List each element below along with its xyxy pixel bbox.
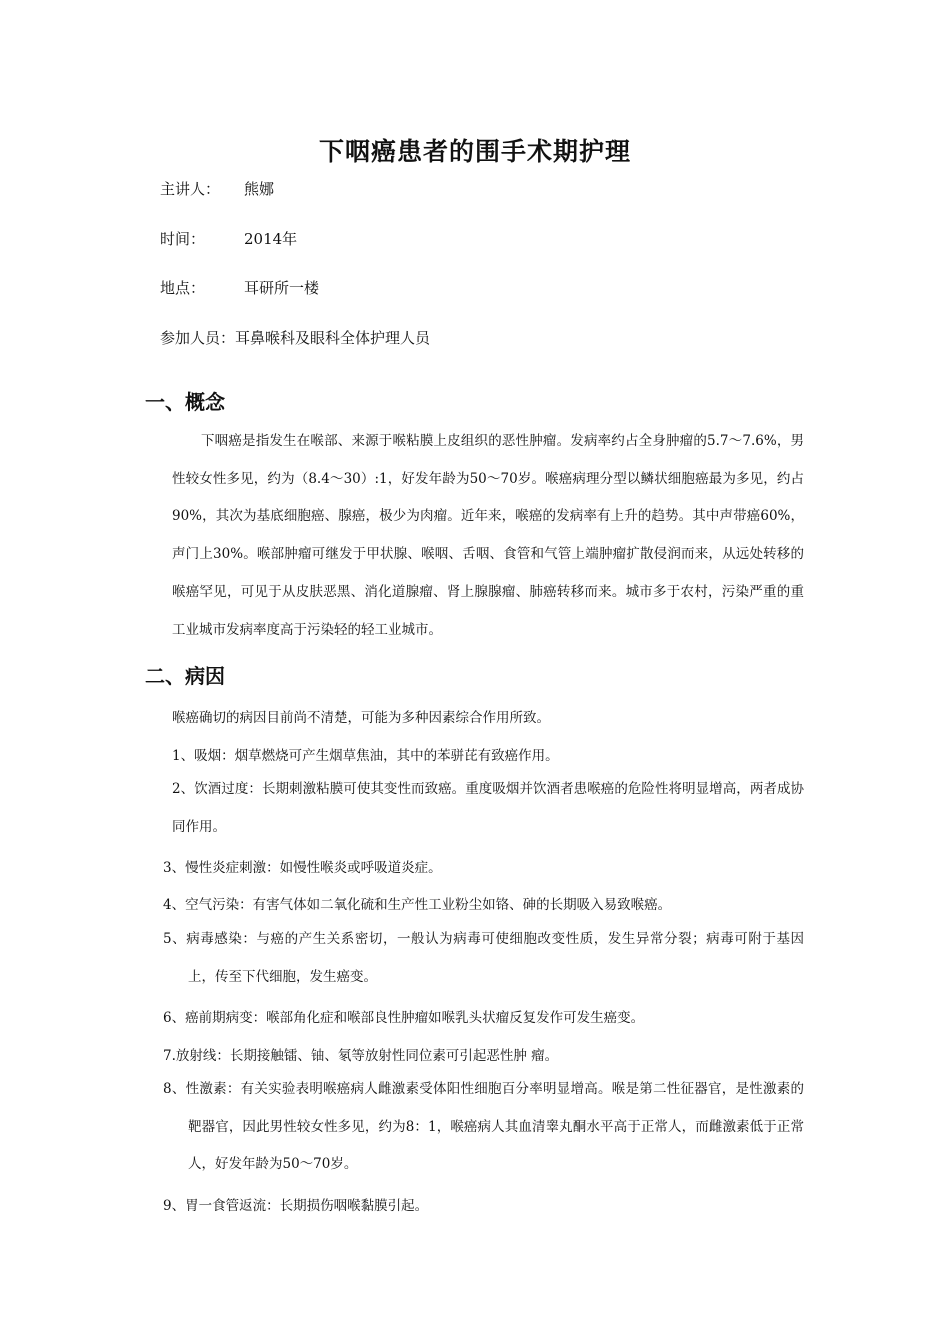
speaker-value: 熊娜 [244, 180, 275, 198]
place-value: 耳研所一楼 [244, 279, 320, 297]
speaker-row [160, 178, 275, 199]
etiology-item-1: 1、吸烟：烟草燃烧可产生烟草焦油，其中的苯骈芘有致癌作用。 [172, 748, 559, 764]
time-label: 时间： [160, 230, 206, 248]
section-heading-etiology: 二、病因 [145, 664, 225, 688]
participants-value: 耳鼻喉科及眼科全体护理人员 [235, 329, 431, 347]
section-heading-concept: 一、概念 [145, 390, 225, 414]
time-row [160, 228, 298, 249]
etiology-item-2: 2、饮酒过度：长期刺激粘膜可使其变性而致癌。重度吸烟并饮酒者患喉癌的危险性将明显增高，两者成协同作用。 [172, 781, 804, 835]
etiology-item-3: 3、慢性炎症刺激：如慢性喉炎或呼吸道炎症。 [163, 860, 442, 876]
etiology-item-5: 5、病毒感染：与癌的产生关系密切，一般认为病毒可使细胞改变性质，发生异常分裂；病毒可附于基因上，传至下代细胞，发生癌变。 [163, 931, 804, 985]
concept-paragraph: 下咽癌是指发生在喉部、来源于喉粘膜上皮组织的恶性肿瘤。发病率约占全身肿瘤的5.7～7.6%，男性较女性多见，约为（8.4～30）:1，好发年龄为50～70岁。喉癌病理分型以鳞状细胞癌最为多见，约占90%，其次为基底细胞癌、腺癌，极少为肉瘤。近年来，喉癌的发病率有上升的趋势。其中声带癌60%，声门上30%。喉部肿瘤可继发于甲状腺、喉咽、舌咽、食管和气管上端肿瘤扩散侵润而来，从远处转移的喉癌罕见，可见于从皮肤恶黑、消化道腺瘤、肾上腺腺瘤、肺癌转移而来。城市多于农村，污染严重的重工业城市发病率度高于污染轻的轻工业城市。 [172, 433, 804, 638]
etiology-item-7: 7.放射线：长期接触镭、铀、氡等放射性同位素可引起恶性肿 瘤。 [163, 1048, 559, 1064]
etiology-item-9: 9、胃一食管返流：长期损伤咽喉黏膜引起。 [163, 1198, 429, 1214]
etiology-item-4: 4、空气污染：有害气体如二氧化硫和生产性工业粉尘如铬、砷的长期吸入易致喉癌。 [163, 897, 672, 913]
etiology-item-6: 6、癌前期病变：喉部角化症和喉部良性肿瘤如喉乳头状瘤反复发作可发生癌变。 [163, 1010, 645, 1026]
etiology-item-8: 8、性激素：有关实验表明喉癌病人雌激素受体阳性细胞百分率明显增高。喉是第二性征器官，是性激素的靶器官，因此男性较女性多见，约为8：1，喉癌病人其血清睾丸酮水平高于正常人，而雌激素低于正常人，好发年龄为50～70岁。 [163, 1081, 804, 1173]
etiology-intro: 喉癌确切的病因目前尚不清楚，可能为多种因素综合作用所致。 [172, 710, 550, 726]
document-title: 下咽癌患者的围手术期护理 [318, 137, 631, 166]
time-value: 2014年 [244, 230, 298, 248]
speaker-label: 主讲人： [160, 180, 221, 198]
participants-row [160, 327, 430, 348]
participants-label: 参加人员： [160, 329, 236, 347]
place-label: 地点： [160, 279, 206, 297]
place-row [160, 277, 320, 298]
